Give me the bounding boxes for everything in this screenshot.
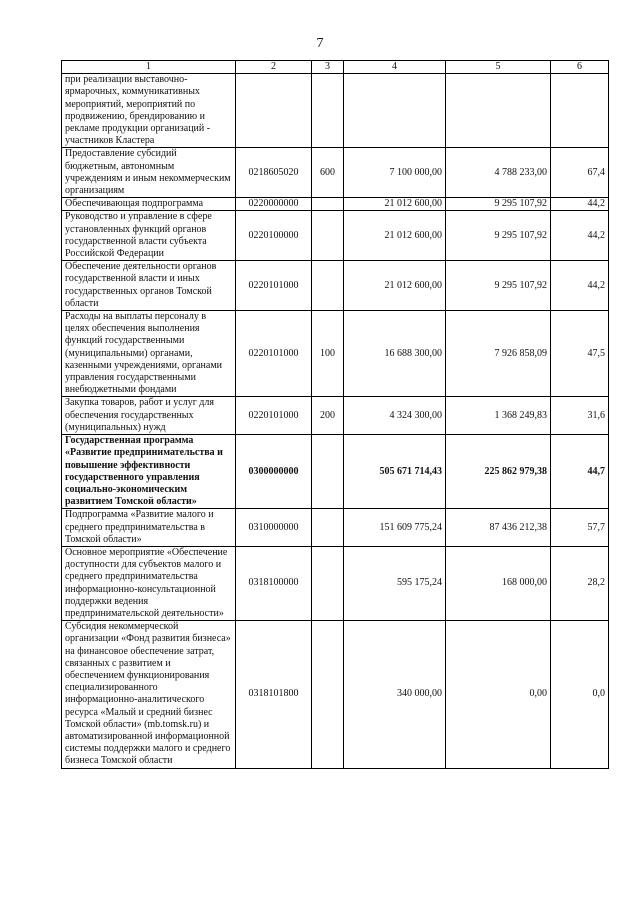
table-row — [62, 261, 609, 311]
row-kind: 200 — [312, 397, 344, 435]
row-name: Руководство и управление в сфере установленных функций органов государственной власти субъекта Российской Федерации — [62, 211, 236, 261]
row-percent: 44,2 — [551, 261, 609, 311]
row-percent: 44,2 — [551, 198, 609, 211]
row-plan: 21 012 600,00 — [344, 198, 446, 211]
row-percent: 28,2 — [551, 546, 609, 620]
table-row — [62, 435, 609, 509]
row-percent: 67,4 — [551, 148, 609, 198]
table-row — [62, 198, 609, 211]
row-kind — [312, 509, 344, 547]
row-code: 0310000000 — [236, 509, 312, 547]
row-name: Закупка товаров, работ и услуг для обеспечения государственных (муниципальных) нужд — [62, 397, 236, 435]
budget-table — [61, 60, 609, 769]
row-name: Государственная программа «Развитие предпринимательства и повышение эффективности государственного управления социально-экономическим развитием Томской области» — [62, 435, 236, 509]
row-name: Субсидия некоммерческой организации «Фонд развития бизнеса» на финансовое обеспечение затрат, связанных с развитием и обеспечением функционирования специализированного информационно-аналитического ресурса «Малый и средний бизнес Томской области» (mb.tomsk.ru) и автоматизированной информационной системы поддержки малого и среднего бизнеса Томской области — [62, 621, 236, 768]
row-name: Подпрограмма «Развитие малого и среднего предпринимательства в Томской области» — [62, 509, 236, 547]
row-fact: 0,00 — [446, 621, 551, 768]
row-plan: 151 609 775,24 — [344, 509, 446, 547]
row-code: 0220101000 — [236, 261, 312, 311]
row-code: 0220100000 — [236, 211, 312, 261]
row-percent: 31,6 — [551, 397, 609, 435]
row-name: Обеспечение деятельности органов государственной власти и иных государственных органов Томской области — [62, 261, 236, 311]
row-name: Обеспечивающая подпрограмма — [62, 198, 236, 211]
row-kind — [312, 621, 344, 768]
row-plan: 340 000,00 — [344, 621, 446, 768]
row-code: 0220000000 — [236, 198, 312, 211]
row-fact: 4 788 233,00 — [446, 148, 551, 198]
row-code: 0218605020 — [236, 148, 312, 198]
row-percent: 57,7 — [551, 509, 609, 547]
row-fact: 225 862 979,38 — [446, 435, 551, 509]
row-code: 0220101000 — [236, 397, 312, 435]
row-percent: 0,0 — [551, 621, 609, 768]
header-col-6: 6 — [551, 61, 609, 74]
table-row — [62, 148, 609, 198]
row-plan: 7 100 000,00 — [344, 148, 446, 198]
row-fact: 87 436 212,38 — [446, 509, 551, 547]
table-row — [62, 211, 609, 261]
row-percent: 44,7 — [551, 435, 609, 509]
row-plan: 21 012 600,00 — [344, 211, 446, 261]
row-name: Основное мероприятие «Обеспечение доступности для субъектов малого и среднего предпринимательства информационно-консультационной поддержки ведения предпринимательской деятельности» — [62, 546, 236, 620]
row-plan: 4 324 300,00 — [344, 397, 446, 435]
table-row — [62, 509, 609, 547]
row-fact: 9 295 107,92 — [446, 211, 551, 261]
header-col-1: 1 — [62, 61, 236, 74]
row-fact: 7 926 858,09 — [446, 311, 551, 397]
row-code: 0318100000 — [236, 546, 312, 620]
row-kind — [312, 546, 344, 620]
row-plan: 595 175,24 — [344, 546, 446, 620]
table-row — [62, 397, 609, 435]
table-row — [62, 74, 609, 148]
row-code: 0300000000 — [236, 435, 312, 509]
row-fact: 1 368 249,83 — [446, 397, 551, 435]
row-plan: 16 688 300,00 — [344, 311, 446, 397]
row-name: Предоставление субсидий бюджетным, автономным учреждениям и иным некоммерческим организациям — [62, 148, 236, 198]
row-kind — [312, 435, 344, 509]
header-col-5: 5 — [446, 61, 551, 74]
row-kind — [312, 261, 344, 311]
header-col-3: 3 — [312, 61, 344, 74]
row-plan: 21 012 600,00 — [344, 261, 446, 311]
row-kind — [312, 211, 344, 261]
row-code: 0220101000 — [236, 311, 312, 397]
row-fact: 9 295 107,92 — [446, 198, 551, 211]
row-fact — [446, 74, 551, 148]
table-row — [62, 311, 609, 397]
row-kind — [312, 198, 344, 211]
row-fact: 9 295 107,92 — [446, 261, 551, 311]
row-kind: 600 — [312, 148, 344, 198]
row-percent — [551, 74, 609, 148]
header-row — [62, 61, 609, 74]
row-plan — [344, 74, 446, 148]
row-name: Расходы на выплаты персоналу в целях обеспечения выполнения функций государственными (муниципальными) органами, казенными учреждениями, органами управления государственными внебюджетными фондами — [62, 311, 236, 397]
table-row — [62, 546, 609, 620]
row-fact: 168 000,00 — [446, 546, 551, 620]
row-kind: 100 — [312, 311, 344, 397]
row-name: при реализации выставочно-ярмарочных, коммуникативных мероприятий, мероприятий по продвижению, брендированию и рекламе продукции организаций - участников Кластера — [62, 74, 236, 148]
header-col-2: 2 — [236, 61, 312, 74]
row-kind — [312, 74, 344, 148]
row-percent: 47,5 — [551, 311, 609, 397]
row-code — [236, 74, 312, 148]
row-percent: 44,2 — [551, 211, 609, 261]
header-col-4: 4 — [344, 61, 446, 74]
row-plan: 505 671 714,43 — [344, 435, 446, 509]
table-row — [62, 621, 609, 768]
row-code: 0318101800 — [236, 621, 312, 768]
page-number: 7 — [316, 36, 324, 51]
